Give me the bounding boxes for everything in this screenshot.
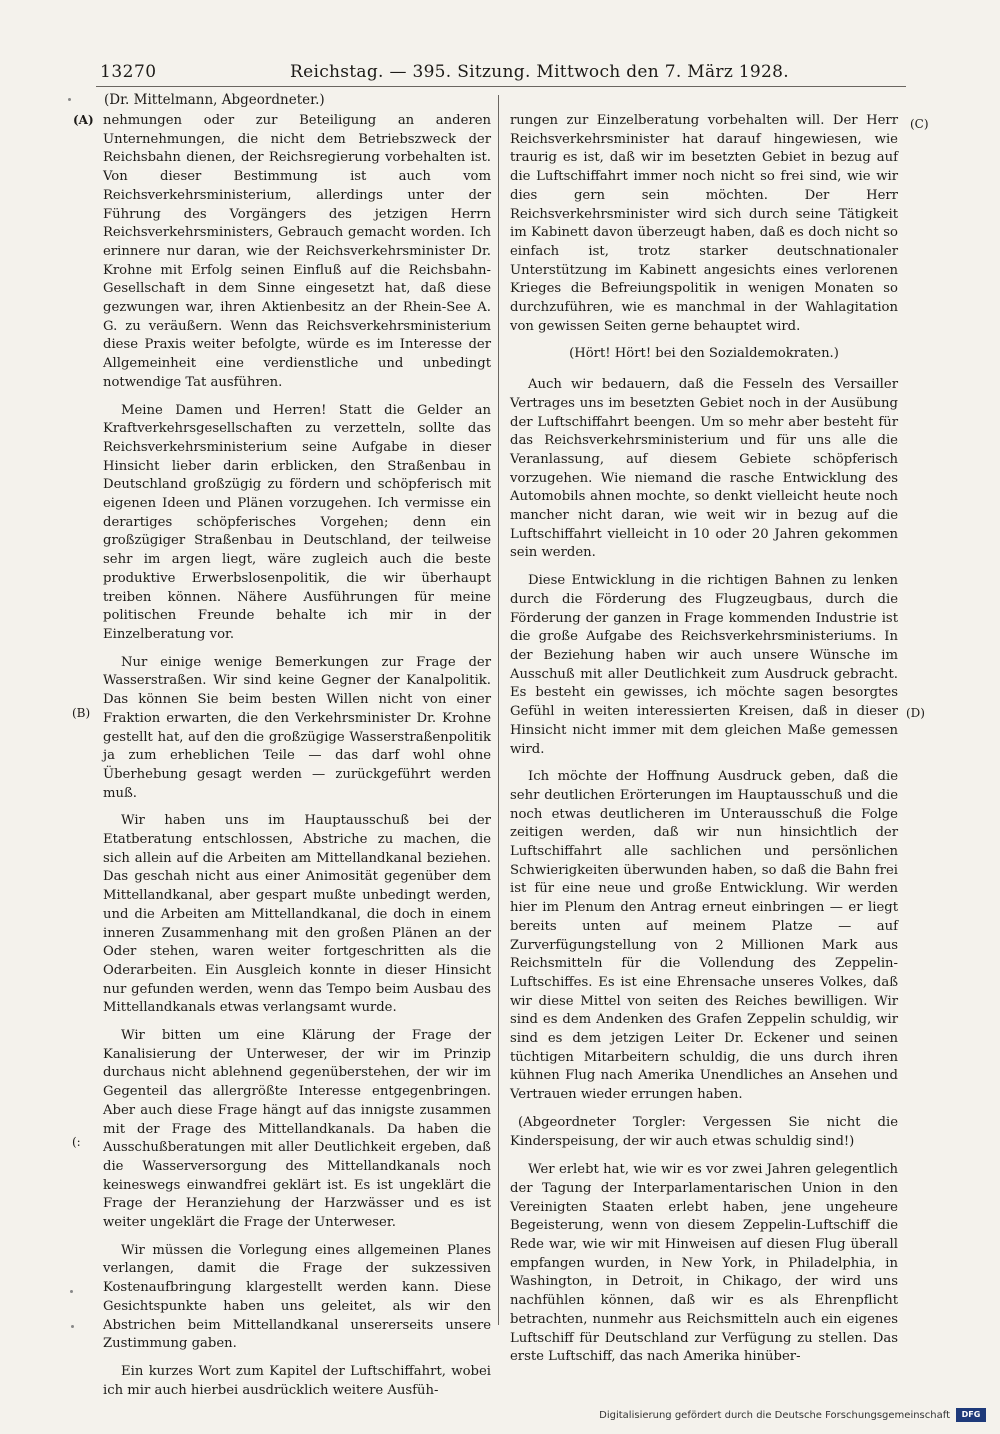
paragraph: Nur einige wenige Bemerkungen zur Frage der Wasserstraßen. Wir sind keine Gegner der Kanalpolitik. Das können Sie beim besten Willen nicht von einer Fraktion erwarten, die den Verkehrsminister Dr. Krohne gestellt hat, auf den die großzügige Wasserstraßenpolitik ja zum erheblichen Teile — das darf wohl ohne Überhebung gesagt werden — zurückgeführt werden muß. [103, 654, 491, 801]
dfg-logo-icon [956, 1408, 986, 1422]
left-column [103, 112, 491, 1409]
speaker-note: (Dr. Mittelmann, Abgeordneter.) [104, 92, 325, 108]
running-header: Reichstag. — 395. Sitzung. Mittwoch den 7. März 1928. [290, 62, 789, 82]
paragraph: Ein kurzes Wort zum Kapitel der Luftschiffahrt, wobei ich mir auch hierbei ausdrücklich weitere Ausfüh- [103, 1364, 491, 1398]
page-number: 13270 [100, 62, 157, 82]
right-column [510, 112, 898, 1376]
paragraph: Wir müssen die Vorlegung eines allgemeinen Planes verlangen, damit die Frage der sukzessiven Kostenaufbringung klargestellt werden kann. Diese Gesichtspunkte haben uns geleitet, als wir den Abstrichen beim Mittellandkanal unsererseits unsere Zustimmung gaben. [103, 1242, 491, 1352]
paragraph: rungen zur Einzelberatung vorbehalten will. Der Herr Reichsverkehrsminister hat darauf hingewiesen, wie traurig es ist, daß wir im besetzten Gebiet in bezug auf die Luftschiffahrt immer noch nicht so frei sind, wie wir dies gern sein möchten. Der Herr Reichsverkehrsminister wird sich durch seine Tätigkeit im Kabinett davon überzeugt haben, daß es doch nicht so einfach ist, trotz starker deutschnationaler Unterstützung im Kabinett angesichts eines verlorenen Krieges die Befreiungspolitik in wenigen Monaten so durchzuführen, wie es manchmal in der Wahlagitation von gewissen Seiten gerne behauptet wird. [510, 113, 898, 334]
margin-mark-d: (D) [906, 706, 925, 720]
paragraph: Wir bitten um eine Klärung der Frage der Kanalisierung der Unterweser, der wir im Prinzip durchaus nicht ablehnend gegenüberstehen, der wir im Gegenteil das allergrößte Interesse entgegenbringen. Aber auch diese Frage hängt auf das innigste zusammen mit der Frage des Mittellandkanals. Da haben die Ausschußberatungen mit aller Deutlichkeit ergeben, daß die Wasserversorgung des Mittellandkanals noch keineswegs einwandfrei geklärt ist. Es ist ungeklärt die Frage der Heranziehung der Harzwässer und es ist weiter ungeklärt die Frage der Unterweser. [103, 1028, 491, 1231]
paragraph: Auch wir bedauern, daß die Fesseln des Versailler Vertrages uns im besetzten Gebiet noch in der Ausübung der Luftschiffahrt beengen. Um so mehr aber besteht für das Reichsverkehrsministerium und für uns alle die Veranlassung, auf diesem Gebiete schöpferisch vorzugehen. Wie niemand die rasche Entwicklung des Automobils ahnen mochte, so denkt vielleicht heute noch mancher nicht daran, wie weit wir in bezug auf die Luftschiffahrt vielleicht in 10 oder 20 Jahren gekommen sein werden. [510, 377, 898, 561]
footer-text: Digitalisierung gefördert durch die Deutsche Forschungsgemeinschaft [599, 1409, 950, 1421]
column-rule [498, 95, 499, 1325]
interjection: (Hört! Hört! bei den Sozialdemokraten.) [569, 346, 839, 362]
paragraph: nehmungen oder zur Beteiligung an anderen Unternehmungen, die nicht dem Betriebszweck der Reichsbahn dienen, der Reichsregierung vorbehalten ist. Von dieser Bestimmung ist auch vom Reichsverkehrsministerium, allerdings unter der Führung des Vorgängers des jetzigen Herrn Reichsverkehrsministers, Gebrauch gemacht worden. Ich erinnere nur daran, wie der Reichsverkehrsminister Dr. Krohne mit Erfolg seinen Einfluß auf die Reichsbahn-Gesellschaft in dem Sinne eingesetzt hat, daß diese gezwungen war, ihren Aktienbesitz an der Rhein-See A. G. zu veräußern. Wenn das Reichsverkehrsministerium diese Praxis weiter befolgte, würde es im Interesse der Allgemeinheit eine verdienstliche und unbedingt notwendige Tat ausführen. [103, 113, 491, 390]
margin-mark-a: (A) [73, 113, 94, 127]
paragraph: Ich möchte der Hoffnung Ausdruck geben, daß die sehr deutlichen Erörterungen im Hauptausschuß und die noch etwas deutlicheren im Unterausschuß die Folge zeitigen werden, daß wir nun hinsichtlich der Luftschiffahrt alle sachlichen und persönlichen Schwierigkeiten überwunden haben, so daß die Bahn frei ist für eine neue und große Entwicklung. Wir werden hier im Plenum den Antrag erneut einbringen — er liegt bereits unten auf meinem Platze — auf Zurverfügungstellung von 2 Millionen Mark aus Reichsmitteln für die Vollendung des Zeppelin-Luftschiffes. Es ist eine Ehrensache unseres Volkes, daß wir diese Mittel von seiten des Reiches bewilligen. Wir sind es dem Andenken des Grafen Zeppelin schuldig, wir sind es dem jetzigen Leiter Dr. Eckener und seinen tüchtigen Mitarbeitern schuldig, die uns durch ihren kühnen Flug nach Amerika Unendliches an Ansehen und Vertrauen wieder errungen haben. [510, 769, 898, 1103]
scan-speck [68, 98, 71, 101]
margin-mark-c: (C) [910, 117, 929, 131]
margin-mark-b: (B) [72, 706, 91, 720]
paragraph: Wir haben uns im Hauptausschuß bei der Etatberatung entschlossen, Abstriche zu machen, die sich allein auf die Arbeiten am Mittellandkanal beziehen. Das geschah nicht aus einer Animosität gegenüber dem Mittellandkanal, aber gespart mußte unbedingt werden, und die Arbeiten am Mittellandkanal, die doch in einem inneren Zusammenhang mit den großen Plänen an der Oder stehen, waren weiter fortgeschritten als die Oderarbeiten. Ein Ausgleich konnte in dieser Hinsicht nur gefunden werden, wenn das Tempo beim Ausbau des Mittellandkanals etwas verlangsamt wurde. [103, 813, 491, 1016]
scan-speck [71, 1325, 74, 1328]
header-rule [96, 86, 906, 87]
margin-mark-dot: (: [72, 1135, 81, 1149]
paragraph: Wer erlebt hat, wie wir es vor zwei Jahren gelegentlich der Tagung der Interparlamentarischen Union in den Vereinigten Staaten erlebt haben, jene ungeheure Begeisterung, wenn von diesem Zeppelin-Luftschiff die Rede war, wie wir mit Hinweisen auf diesen Flug überall empfangen wurden, in New York, in Philadelphia, in Washington, in Detroit, in Chikago, der wird uns nachfühlen können, daß wir es als Ehrenpflicht betrachten, nunmehr aus Reichsmitteln auch ein eigenes Luftschiff für Deutschland zur Verfügung zu stellen. Das erste Luftschiff, das nach Amerika hinüber- [510, 1162, 898, 1365]
scan-speck [70, 1290, 73, 1293]
paragraph: Diese Entwicklung in die richtigen Bahnen zu lenken durch die Förderung des Flugzeugbaus, durch die Förderung der ganzen in Frage kommenden Industrie ist die große Aufgabe des Reichsverkehrsministeriums. In der Beziehung haben wir auch unsere Wünsche im Ausschuß mit aller Deutlichkeit zum Ausdruck gebracht. Es besteht ein gewisses, ich möchte sagen besorgtes Gefühl in weiten interessierten Kreisen, daß in dieser Hinsicht nicht immer mit dem gleichen Maße gemessen wird. [510, 573, 898, 757]
dfg-logo-text: DFG [961, 1410, 981, 1419]
interjection: (Abgeordneter Torgler: Vergessen Sie nicht die Kinderspeisung, der wir auch etwas schuldig sind!) [510, 1114, 898, 1149]
footer [599, 1408, 986, 1422]
paragraph: Meine Damen und Herren! Statt die Gelder an Kraftverkehrsgesellschaften zu verzetteln, sollte das Reichsverkehrsministerium seine Aufgabe in dieser Hinsicht lieber darin erblicken, den Straßenbau in Deutschland großzügig zu fördern und schöpferisch mit eigenen Ideen und Plänen vorzugehen. Ich vermisse ein derartiges schöpferisches Vorgehen; denn ein großzügiger Straßenbau in Deutschland, der teilweise sehr im argen liegt, wäre zugleich auch die beste produktive Erwerbslosenpolitik, die wir überhaupt treiben können. Nähere Ausführungen für meine politischen Freunde behalte ich mir in der Einzelberatung vor. [103, 402, 491, 642]
